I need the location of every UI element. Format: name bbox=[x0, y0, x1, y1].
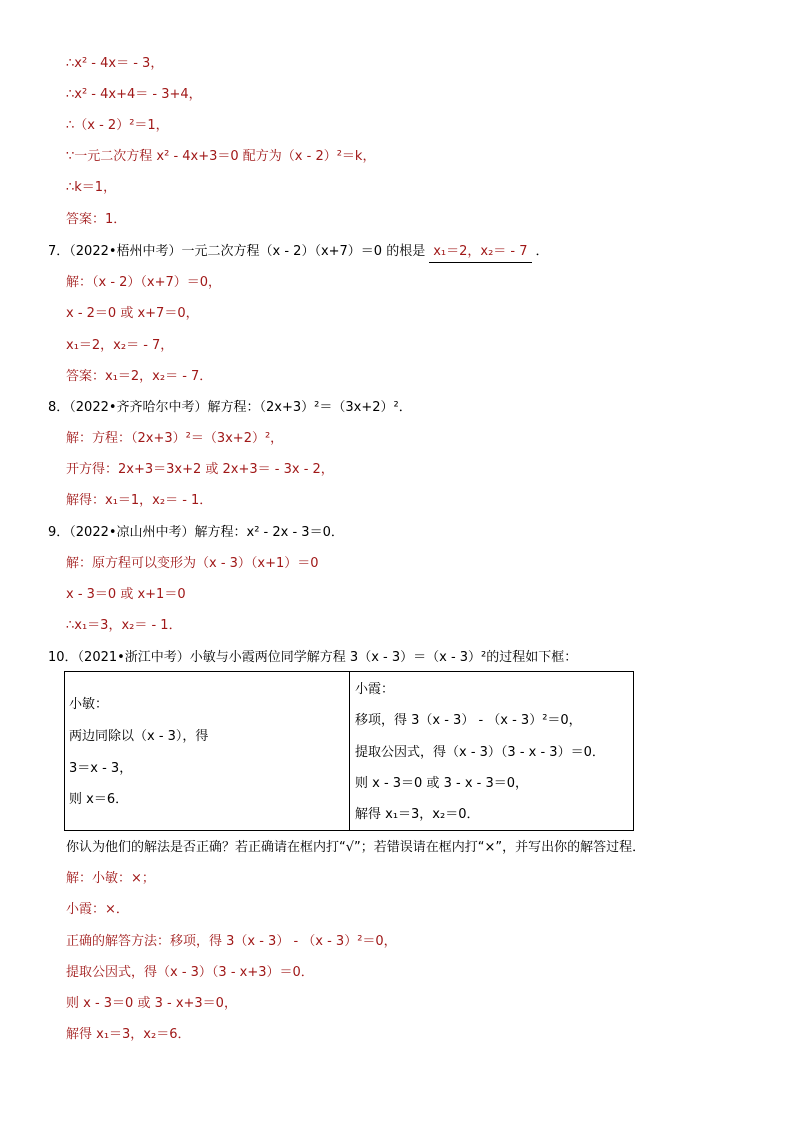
solution-line: 解：原方程可以变形为（x - 3）（x+1）＝0 bbox=[66, 556, 319, 571]
solution-line: 解得 x₁＝3，x₂＝6． bbox=[66, 1027, 191, 1042]
step-line: ∵一元二次方程 x² - 4x+3＝0 配方为（x - 2）²＝k， bbox=[66, 149, 376, 164]
xiaoxia-line: 移项，得 3（x - 3） - （x - 3）²＝0， bbox=[355, 713, 582, 728]
xiaomin-line: 则 x＝6． bbox=[69, 792, 129, 807]
solution-line: x₁＝2，x₂＝ - 7， bbox=[66, 338, 174, 353]
question-10-ask: 你认为他们的解法是否正确？若正确请在框内打“√”；若错误请在框内打“×”，并写出你的解答过程． bbox=[66, 840, 646, 855]
question-text: 7．（2022•梧州中考）一元二次方程（x - 2）（x+7）＝0 的根是 bbox=[48, 244, 426, 259]
question-8-stem: 8．（2022•齐齐哈尔中考）解方程：（2x+3）²＝（3x+2）²． bbox=[48, 400, 412, 415]
solution-line: 解得：x₁＝1，x₂＝ - 1． bbox=[66, 493, 213, 508]
xiaomin-line: 3＝x - 3， bbox=[69, 761, 133, 776]
solution-line: 解：（x - 2）（x+7）＝0， bbox=[66, 275, 222, 290]
question-9-stem: 9．（2022•凉山州中考）解方程：x² - 2x - 3＝0． bbox=[48, 525, 344, 540]
answer-line: 答案：1． bbox=[66, 212, 127, 227]
solution-line: 解：小敏：×； bbox=[66, 871, 155, 886]
answer-line: 答案：x₁＝2，x₂＝ - 7． bbox=[66, 369, 213, 384]
xiaomin-line: 小敏： bbox=[69, 697, 109, 712]
question-7-stem bbox=[48, 242, 549, 262]
question-10-stem: 10．（2021•浙江中考）小敏与小霞两位同学解方程 3（x - 3）＝（x - 3）²的过程如下框： bbox=[48, 650, 578, 665]
xiaoxia-line: 小霞： bbox=[355, 682, 395, 697]
solution-line: 提取公因式，得（x - 3）（3 - x+3）＝0． bbox=[66, 965, 314, 980]
xiaomin-line: 两边同除以（x - 3），得 bbox=[69, 729, 209, 744]
solution-line: 解：方程：（2x+3）²＝（3x+2）²， bbox=[66, 431, 284, 446]
solution-line: 开方得：2x+3＝3x+2 或 2x+3＝ - 3x - 2， bbox=[66, 462, 334, 477]
xiaoxia-line: 则 x - 3＝0 或 3 - x - 3＝0， bbox=[355, 776, 529, 791]
step-line: ∴x² - 4x+4＝ - 3+4， bbox=[66, 87, 202, 102]
solution-line: 小霞：×． bbox=[66, 902, 129, 917]
step-line: ∴k＝1， bbox=[66, 180, 117, 195]
solution-line: ∴x₁＝3，x₂＝ - 1． bbox=[66, 618, 182, 633]
solution-line: 正确的解答方法：移项，得 3（x - 3） - （x - 3）²＝0， bbox=[66, 934, 397, 949]
solution-line: x - 2＝0 或 x+7＝0， bbox=[66, 306, 199, 321]
step-line: ∴（x - 2）²＝1， bbox=[66, 118, 169, 133]
answer-blank: x₁＝2，x₂＝ - 7 bbox=[429, 242, 531, 263]
step-line: ∴x² - 4x＝ - 3， bbox=[66, 56, 164, 71]
solution-line: x - 3＝0 或 x+1＝0 bbox=[66, 587, 186, 602]
box-divider bbox=[349, 672, 350, 830]
question-suffix: ． bbox=[535, 244, 549, 259]
solution-comparison-box bbox=[64, 671, 634, 831]
xiaoxia-line: 解得 x₁＝3，x₂＝0． bbox=[355, 807, 480, 822]
xiaoxia-line: 提取公因式，得（x - 3）（3 - x - 3）＝0． bbox=[355, 745, 605, 760]
solution-line: 则 x - 3＝0 或 3 - x+3＝0， bbox=[66, 996, 237, 1011]
